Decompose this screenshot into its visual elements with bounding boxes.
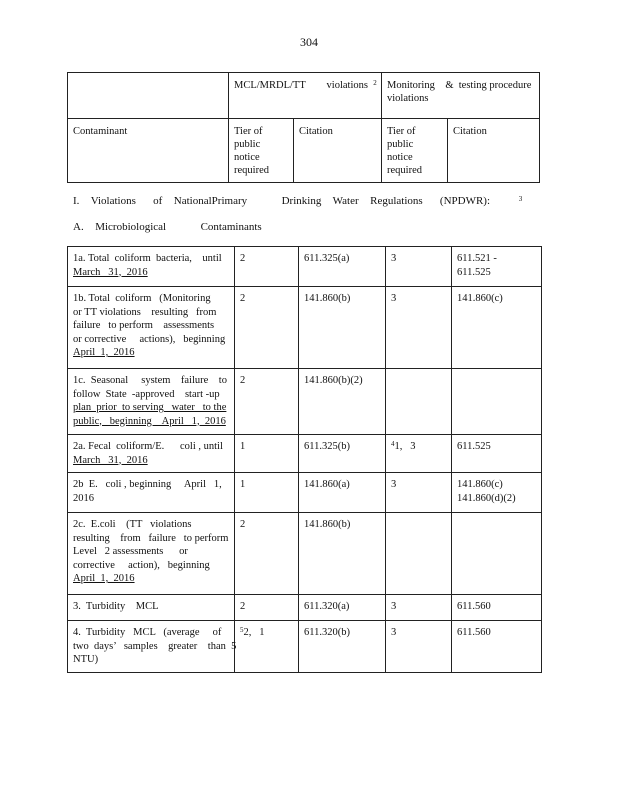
monitoring-citation-cell-text: 141.860(c) [457, 293, 503, 304]
citation-cell [299, 247, 386, 287]
contaminant-cell [68, 369, 235, 435]
citation-cell [299, 287, 386, 369]
violations-table [67, 246, 542, 673]
header-blank-cell [68, 73, 229, 119]
monitoring-citation-cell [452, 513, 542, 595]
tier-cell [235, 513, 299, 595]
table-row [68, 287, 542, 369]
table-row [68, 369, 542, 435]
header-row-columns [68, 119, 540, 183]
table-row [68, 513, 542, 595]
tier-cell-text: 2 [240, 519, 246, 530]
monitoring-tier-cell-text: 3 [391, 293, 397, 304]
citation-cell-text: 141.860(b) [304, 293, 351, 304]
contaminant-line: 1a. Total coliform bacteria, until [73, 253, 222, 264]
contaminant-cell [68, 621, 235, 673]
monitoring-tier-cell [386, 595, 452, 621]
tier-cell [235, 369, 299, 435]
contaminant-line: April 1, 2016 [73, 347, 135, 358]
column-header-table [67, 72, 540, 183]
monitoring-tier-cell [386, 473, 452, 513]
tier-cell [235, 473, 299, 513]
contaminant-line: 3. Turbidity MCL [73, 601, 159, 612]
citation-cell [299, 513, 386, 595]
tier-cell-text: 1 [240, 479, 246, 490]
header-row-groups [68, 73, 540, 119]
monitoring-tier-cell-text: 1, 3 [394, 441, 416, 452]
contaminant-line: 1c. Seasonal system failure to [73, 375, 227, 386]
monitoring-citation-cell-text: 611.521 - 611.525 [457, 253, 497, 278]
tier-cell-text: 1 [240, 441, 246, 452]
table-row [68, 473, 542, 513]
monitoring-tier-cell [386, 435, 452, 473]
contaminant-cell [68, 435, 235, 473]
footnote-marker: 3 [518, 195, 523, 203]
section-title: I. Violations of NationalPrimary Drinking Water Regulations (NPDWR): $^3$ [73, 195, 523, 207]
contaminant-cell [68, 595, 235, 621]
contaminant-line: 4. Turbidity MCL (average of [73, 627, 222, 638]
page-number: 304 [300, 35, 318, 49]
citation-cell-text: 141.860(b) [304, 519, 351, 530]
contaminant-heading: Contaminant [68, 119, 229, 183]
contaminant-line: 2a. Fecal coliform/E. coli , until [73, 441, 223, 452]
tier-cell-text: 2, 1 [243, 627, 265, 638]
contaminant-line: public, beginning April 1, 2016 [73, 415, 226, 427]
contaminant-line: 1b. Total coliform (Monitoring [73, 293, 211, 304]
citation-cell-text: 141.860(b)(2) [304, 375, 363, 386]
contaminant-line: Level 2 assessments or [73, 546, 188, 557]
monitoring-citation-cell [452, 287, 542, 369]
contaminant-cell [68, 513, 235, 595]
monitoring-citation-cell [452, 621, 542, 673]
monitoring-violations-heading: Monitoring & testing procedure violations [382, 73, 540, 119]
monitoring-tier-cell [386, 369, 452, 435]
citation-cell [299, 435, 386, 473]
contaminant-line: 2c. E.coli (TT violations [73, 519, 192, 530]
contaminant-cell [68, 287, 235, 369]
footnote-marker: 5 [240, 626, 244, 634]
monitoring-tier-cell-text: 3 [391, 627, 397, 638]
tier-cell [235, 621, 299, 673]
monitoring-citation-cell-text: 611.560 [457, 601, 491, 612]
monitoring-citation-cell [452, 595, 542, 621]
table-row [68, 435, 542, 473]
citation-cell-text: 611.325(b) [304, 441, 350, 452]
citation-cell-text: 141.860(a) [304, 479, 350, 490]
citation-cell [299, 473, 386, 513]
citation-cell-text: 611.320(b) [304, 627, 350, 638]
contaminant-line: follow State -approved start -up [73, 388, 220, 400]
table-row [68, 595, 542, 621]
contaminant-cell [68, 473, 235, 513]
monitoring-citation-cell-text: 611.560 [457, 627, 491, 638]
tier-cell [235, 287, 299, 369]
contaminant-line: 2016 [73, 492, 94, 504]
monitoring-tier-cell [386, 513, 452, 595]
contaminant-cell [68, 247, 235, 287]
tier-cell-text: 2 [240, 601, 246, 612]
citation-cell-text: 611.325(a) [304, 253, 350, 264]
contaminant-line: or TT violations resulting from [73, 306, 217, 318]
monitoring-citation-heading: Citation [448, 119, 540, 183]
footnote-marker: 2 [373, 79, 377, 87]
contaminant-line: corrective action), beginning [73, 559, 210, 571]
monitoring-tier-cell-text: 3 [391, 479, 397, 490]
citation-cell-text: 611.320(a) [304, 601, 350, 612]
contaminant-line: April 1, 2016 [73, 573, 135, 584]
tier-cell-text: 2 [240, 253, 246, 264]
contaminant-line: 2b E. coli , beginning April 1, [73, 479, 222, 490]
monitoring-citation-cell [452, 473, 542, 513]
contaminant-line: March 31, 2016 [73, 266, 148, 278]
contaminant-line: plan prior to serving water to the [73, 402, 227, 413]
citation-heading: Citation [294, 119, 382, 183]
tier-cell-text: 2 [240, 293, 246, 304]
table-row [68, 621, 542, 673]
mcl-violations-heading: MCL/MRDL/TT violations $^2$ [229, 73, 382, 119]
contaminant-line: March 31, 2016 [73, 454, 148, 466]
contaminant-line: NTU) [73, 654, 99, 665]
citation-cell [299, 621, 386, 673]
tier-cell [235, 595, 299, 621]
monitoring-tier-cell-text: 3 [391, 253, 397, 264]
contaminant-line: two days’ samples greater than 5 [73, 640, 237, 652]
monitoring-citation-cell-text: 611.525 [457, 441, 491, 452]
tier-cell [235, 247, 299, 287]
contaminant-line: failure to perform assessments [73, 320, 215, 331]
monitoring-tier-heading: Tier of public notice required [382, 119, 448, 183]
monitoring-citation-cell [452, 435, 542, 473]
monitoring-tier-cell [386, 621, 452, 673]
monitoring-citation-cell [452, 369, 542, 435]
contaminant-line: resulting from failure to perform [73, 532, 229, 544]
monitoring-citation-cell-text: 141.860(c) 141.860(d)(2) [457, 479, 516, 504]
table-row [68, 247, 542, 287]
tier-cell [235, 435, 299, 473]
citation-cell [299, 595, 386, 621]
contaminant-line: or corrective actions), beginning [73, 333, 226, 345]
monitoring-tier-cell-text: 3 [391, 601, 397, 612]
subsection-title: A. Microbiological Contaminants [73, 221, 262, 233]
tier-cell-text: 2 [240, 375, 246, 386]
violations-table-body [68, 247, 542, 673]
monitoring-tier-cell [386, 287, 452, 369]
monitoring-citation-cell [452, 247, 542, 287]
citation-cell [299, 369, 386, 435]
footnote-marker: 4 [391, 440, 395, 448]
monitoring-tier-cell [386, 247, 452, 287]
tier-heading: Tier of public notice required [229, 119, 294, 183]
